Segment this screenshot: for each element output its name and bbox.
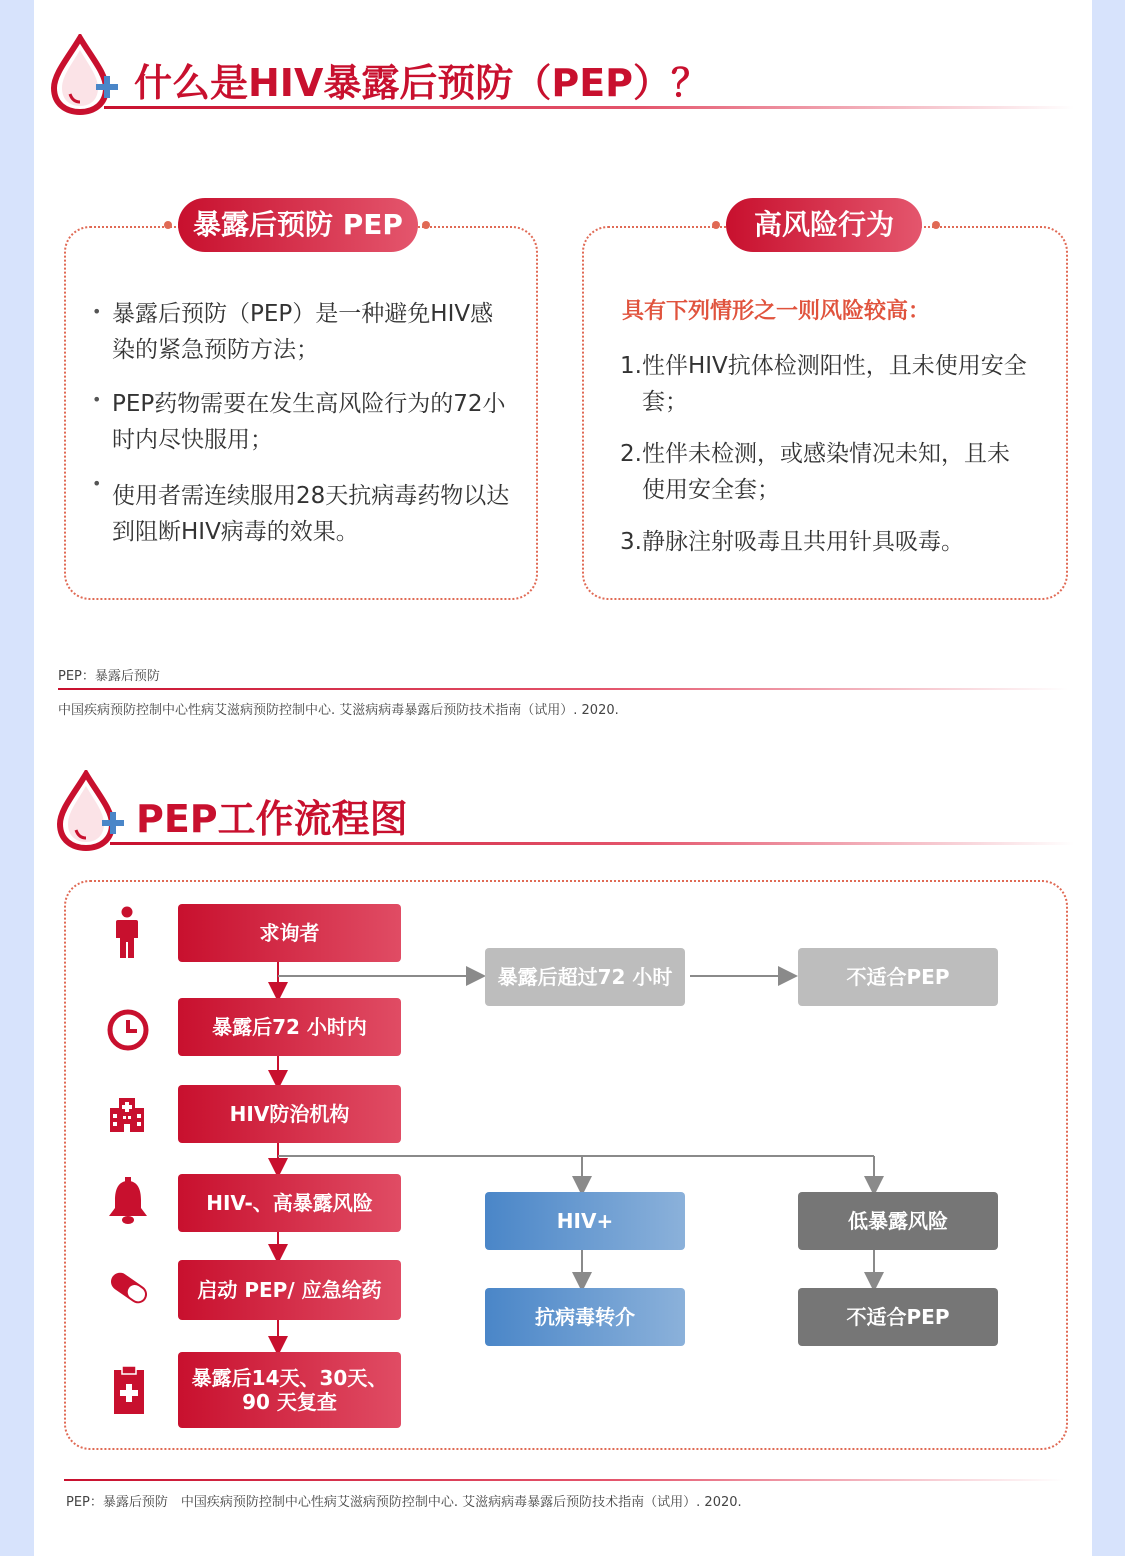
footer-note: PEP：暴露后预防 中国疾病预防控制中心性病艾滋病预防控制中心. 艾滋病病毒暴露后预防技术指南（试用）. 2020. [66,1495,742,1510]
flow-not-suitable-1: 不适合PEP [798,948,998,1006]
flow-step-consultant: 求询者 [178,904,401,962]
reference-note: 中国疾病预防控制中心性病艾滋病预防控制中心. 艾滋病病毒暴露后预防技术指南（试用）. 2020. [58,703,619,718]
high-risk-label-pill: 高风险行为 [726,198,922,252]
bullet-mark: • [92,474,102,493]
flow-over-72h: 暴露后超过72 小时 [485,948,685,1006]
flow-low-risk: 低暴露风险 [798,1192,998,1250]
follow-up-line-2: 90 天复查 [242,1390,337,1414]
high-risk-lead: 具有下列情形之一则风险较高： [622,299,931,324]
page [34,0,1092,1556]
flow-step-within-72h: 暴露后72 小时内 [178,998,401,1056]
bullet-mark: • [92,390,102,409]
footer-divider [64,1479,1064,1481]
flow-step-hiv-institution: HIV防治机构 [178,1085,401,1143]
flow-step-hiv-neg-high-risk: HIV-、高暴露风险 [178,1174,401,1232]
bullet-mark: • [92,302,102,321]
pep-bullet-2: PEP药物需要在发生高风险行为的72小时内尽快服用； [112,391,506,453]
high-risk-item-3: 3.静脉注射吸毒且共用针具吸毒。 [620,529,964,555]
high-risk-item-1: 1.性伴HIV抗体检测阳性，且未使用安全套； [620,353,1027,415]
flow-antiviral-referral: 抗病毒转介 [485,1288,685,1346]
abbr-note: PEP：暴露后预防 [58,669,160,684]
flow-step-follow-up [178,1352,401,1428]
flow-not-suitable-2: 不适合PEP [798,1288,998,1346]
flow-step-start-pep: 启动 PEP/ 应急给药 [178,1260,401,1320]
pep-bullet-3: 使用者需连续服用28天抗病毒药物以达到阻断HIV病毒的效果。 [112,483,510,545]
follow-up-line-1: 暴露后14天、30天、 [191,1366,388,1390]
section-title-what-is-pep: 什么是HIV暴露后预防（PEP）？ [134,61,710,105]
pep-label-pill: 暴露后预防 PEP [178,198,418,252]
flow-hiv-positive: HIV+ [485,1192,685,1250]
high-risk-item-2: 2.性伴未检测，或感染情况未知，且未使用安全套； [620,441,1010,503]
pep-bullet-1: 暴露后预防（PEP）是一种避免HIV感染的紧急预防方法； [112,301,494,363]
section-title-pep-flowchart: PEP工作流程图 [136,797,408,841]
